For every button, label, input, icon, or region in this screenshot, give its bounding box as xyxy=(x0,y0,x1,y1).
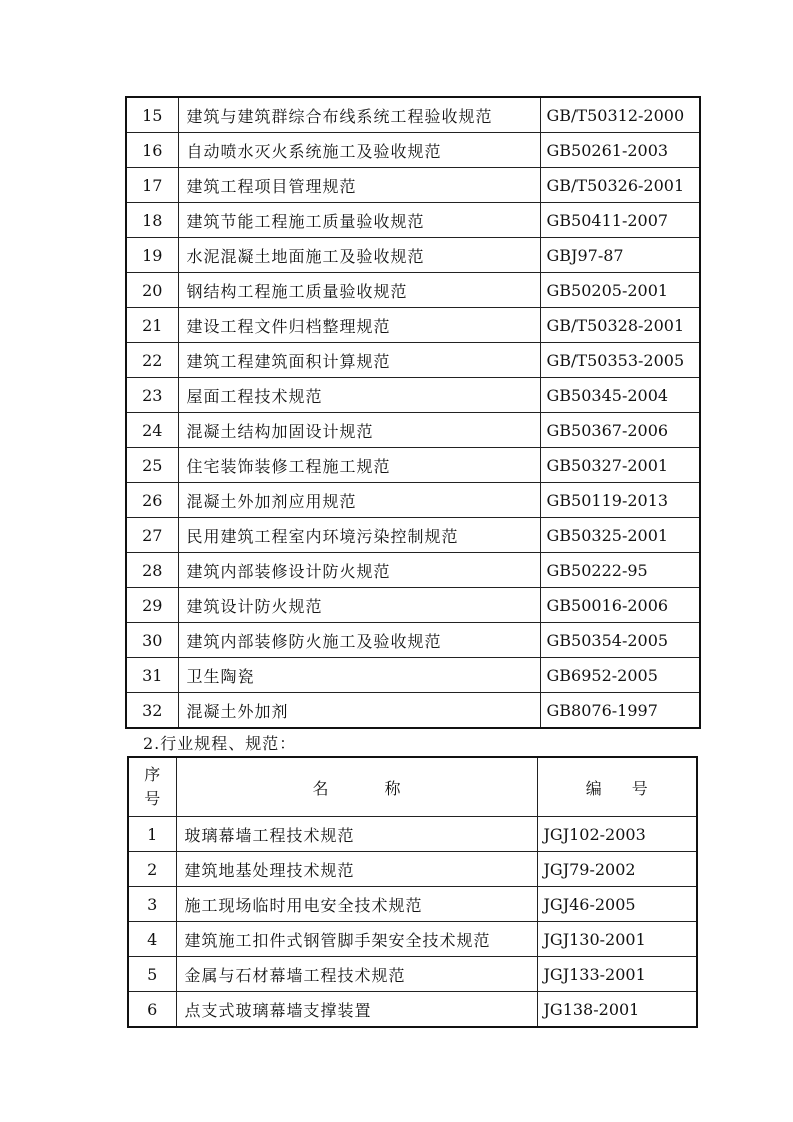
standard-code: GBJ97-87 xyxy=(540,238,700,273)
standard-code: GB/T50328-2001 xyxy=(540,308,700,343)
standard-code: GB/T50353-2005 xyxy=(540,343,700,378)
standard-name: 建筑施工扣件式钢管脚手架安全技术规范 xyxy=(176,922,537,957)
table-row xyxy=(126,693,700,729)
row-number: 5 xyxy=(128,957,176,992)
standard-code: GB50119-2013 xyxy=(540,483,700,518)
table-row xyxy=(126,518,700,553)
standard-name: 建设工程文件归档整理规范 xyxy=(178,308,540,343)
standard-name: 混凝土结构加固设计规范 xyxy=(178,413,540,448)
industry-standards-table xyxy=(127,756,698,1028)
national-standards-table xyxy=(125,96,701,729)
row-number: 1 xyxy=(128,817,176,852)
standard-name: 水泥混凝土地面施工及验收规范 xyxy=(178,238,540,273)
table-row xyxy=(126,273,700,308)
standard-name: 民用建筑工程室内环境污染控制规范 xyxy=(178,518,540,553)
standard-code: JGJ130-2001 xyxy=(537,922,697,957)
row-number: 27 xyxy=(126,518,178,553)
table-row xyxy=(126,658,700,693)
table-row xyxy=(126,308,700,343)
row-number: 2 xyxy=(128,852,176,887)
standard-name: 混凝土外加剂应用规范 xyxy=(178,483,540,518)
standard-code: GB50345-2004 xyxy=(540,378,700,413)
standard-code: GB50261-2003 xyxy=(540,133,700,168)
row-number: 18 xyxy=(126,203,178,238)
row-number: 3 xyxy=(128,887,176,922)
standard-name: 点支式玻璃幕墙支撑装置 xyxy=(176,992,537,1028)
table-row xyxy=(126,238,700,273)
table-row xyxy=(126,378,700,413)
row-number: 25 xyxy=(126,448,178,483)
standard-code: GB/T50326-2001 xyxy=(540,168,700,203)
row-number: 31 xyxy=(126,658,178,693)
section-heading: 2.行业规程、规范： xyxy=(143,734,297,753)
standard-code: JGJ46-2005 xyxy=(537,887,697,922)
standard-code: GB50354-2005 xyxy=(540,623,700,658)
standard-code: GB50205-2001 xyxy=(540,273,700,308)
table-row xyxy=(126,97,700,133)
table-row xyxy=(128,922,697,957)
table-row xyxy=(126,413,700,448)
standard-code: GB8076-1997 xyxy=(540,693,700,729)
table-row xyxy=(126,203,700,238)
row-number: 29 xyxy=(126,588,178,623)
standard-code: JG138-2001 xyxy=(537,992,697,1028)
standard-name: 建筑内部装修防火施工及验收规范 xyxy=(178,623,540,658)
standard-code: GB50325-2001 xyxy=(540,518,700,553)
header-name: 名称 xyxy=(176,757,537,817)
row-number: 22 xyxy=(126,343,178,378)
standard-name: 建筑工程建筑面积计算规范 xyxy=(178,343,540,378)
standard-name: 建筑地基处理技术规范 xyxy=(176,852,537,887)
standard-name: 混凝土外加剂 xyxy=(178,693,540,729)
row-number: 4 xyxy=(128,922,176,957)
row-number: 15 xyxy=(126,97,178,133)
table-row xyxy=(126,483,700,518)
standard-name: 建筑设计防火规范 xyxy=(178,588,540,623)
row-number: 26 xyxy=(126,483,178,518)
table-row xyxy=(128,957,697,992)
standard-name: 建筑工程项目管理规范 xyxy=(178,168,540,203)
table-row xyxy=(128,992,697,1028)
standard-name: 自动喷水灭火系统施工及验收规范 xyxy=(178,133,540,168)
row-number: 24 xyxy=(126,413,178,448)
standard-name: 建筑节能工程施工质量验收规范 xyxy=(178,203,540,238)
standard-name: 玻璃幕墙工程技术规范 xyxy=(176,817,537,852)
table-row xyxy=(126,588,700,623)
standard-code: JGJ79-2002 xyxy=(537,852,697,887)
standard-code: JGJ133-2001 xyxy=(537,957,697,992)
standard-code: GB50016-2006 xyxy=(540,588,700,623)
table-row xyxy=(126,553,700,588)
row-number: 28 xyxy=(126,553,178,588)
header-seq-bottom: 号 xyxy=(144,789,161,808)
standard-name: 建筑内部装修设计防火规范 xyxy=(178,553,540,588)
header-seq-top: 序 xyxy=(144,765,161,784)
standard-name: 屋面工程技术规范 xyxy=(178,378,540,413)
standard-code: GB50367-2006 xyxy=(540,413,700,448)
table-header-row xyxy=(128,757,697,817)
table-row xyxy=(128,817,697,852)
standard-code: GB50222-95 xyxy=(540,553,700,588)
table-row xyxy=(126,448,700,483)
standard-name: 建筑与建筑群综合布线系统工程验收规范 xyxy=(178,97,540,133)
row-number: 6 xyxy=(128,992,176,1028)
header-seq xyxy=(128,757,176,817)
table-row xyxy=(128,887,697,922)
row-number: 19 xyxy=(126,238,178,273)
standard-name: 金属与石材幕墙工程技术规范 xyxy=(176,957,537,992)
row-number: 16 xyxy=(126,133,178,168)
standard-code: GB6952-2005 xyxy=(540,658,700,693)
standard-name: 住宅装饰装修工程施工规范 xyxy=(178,448,540,483)
standard-code: GB50411-2007 xyxy=(540,203,700,238)
table-row xyxy=(126,623,700,658)
standard-code: JGJ102-2003 xyxy=(537,817,697,852)
standard-code: GB/T50312-2000 xyxy=(540,97,700,133)
standard-name: 施工现场临时用电安全技术规范 xyxy=(176,887,537,922)
row-number: 17 xyxy=(126,168,178,203)
table-row xyxy=(128,852,697,887)
standard-code: GB50327-2001 xyxy=(540,448,700,483)
table-row xyxy=(126,168,700,203)
standard-name: 卫生陶瓷 xyxy=(178,658,540,693)
standard-name: 钢结构工程施工质量验收规范 xyxy=(178,273,540,308)
row-number: 21 xyxy=(126,308,178,343)
row-number: 20 xyxy=(126,273,178,308)
row-number: 32 xyxy=(126,693,178,729)
table-row xyxy=(126,343,700,378)
header-code: 编号 xyxy=(537,757,697,817)
table-row xyxy=(126,133,700,168)
row-number: 30 xyxy=(126,623,178,658)
row-number: 23 xyxy=(126,378,178,413)
